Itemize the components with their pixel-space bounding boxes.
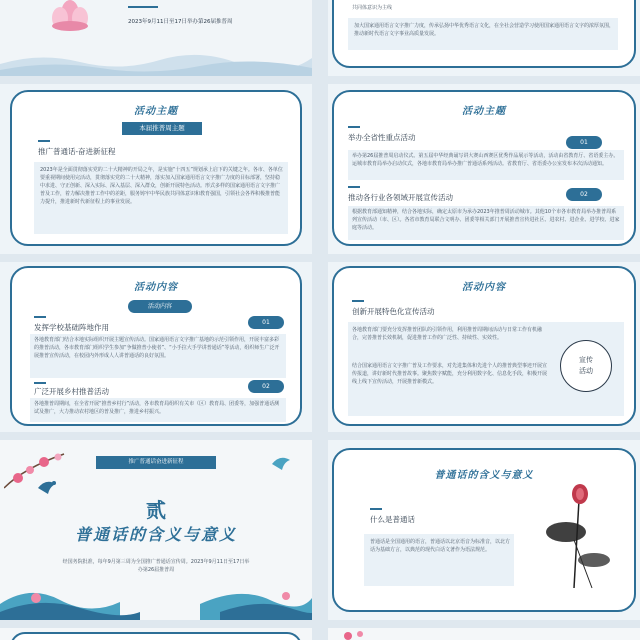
content-banner: 活动内容 <box>128 300 192 313</box>
wave-decoration <box>0 46 312 76</box>
item1-body: 各地教育部门结合本地实际组织开展主题宣传活动。国家通用语言文字推广基地的示范引领作用，开展丰富多彩的推普活动，各市教育部门组织学生参加“争做推普小使者”、“小手拉大手学讲普通话”等活动，组织师生广泛开展推普宣传活动，在校园内外形成人人讲普通话的良好氛围。 <box>34 337 280 359</box>
slide-cover-partial[interactable] <box>0 0 312 76</box>
item2-body: 根据教育部通知精神，结合各地实际，确定太原市为承办2023年推普周活动城市。其他10个市各市教育局举办推普周系列宣传活动（市、区）。各省市教育局联合文明办、团委等相关部门开展推普宣传进社区、进农村、进企业、进学校、进家庭等活动。 <box>352 209 620 231</box>
item2-number-badge: 02 <box>248 380 284 393</box>
slide-bottom-right-partial[interactable] <box>328 628 640 640</box>
item2-heading: 广泛开展乡村推普活动 <box>34 387 109 396</box>
content-card <box>10 90 302 246</box>
date-text: 2023年9月11日至17日举办第26届推普周 <box>128 19 233 25</box>
section-tag: 推广普通话奋进新征程 <box>96 456 216 469</box>
section-sub-1: 经国务院批准，每年9月第三周为全国推广普通话宣传周。2023年9月11日至17日举 <box>62 559 250 565</box>
theme-banner: 本届推普周主题 <box>122 122 202 135</box>
accent-line <box>370 508 382 510</box>
item2-heading: 推动各行业各领域开展宣传活动 <box>348 193 453 202</box>
slide-theme-left[interactable] <box>0 84 312 254</box>
slide-content-right[interactable] <box>328 262 640 432</box>
content-card <box>10 632 302 640</box>
accent-line <box>34 382 46 384</box>
slide-section-cover[interactable] <box>0 440 312 620</box>
content-card <box>332 90 636 246</box>
content-card <box>10 266 302 426</box>
bird-icon <box>268 450 298 474</box>
item2-body: 各地推普周期间，在全省开展“推普乡村行”活动，各市教育局组织有关市（区）教育局、团委等，加强普通话测试及推广，大力推动农村地区的普及推广，推进乡村振兴。 <box>34 401 280 415</box>
accent-line <box>128 6 158 8</box>
section-number: 贰 <box>146 498 166 522</box>
seal-text-2: 活动 <box>579 367 593 375</box>
slide-bottom-left-partial[interactable] <box>0 628 312 640</box>
accent-line <box>38 140 50 142</box>
seal-text-1: 宣传 <box>579 356 593 364</box>
content-subhead: 创新开展特色化宣传活动 <box>352 307 435 316</box>
theme-body: 2023年是全面贯彻落实党的二十大精神的开局之年，是实施“十四五”规划承上启下的关键之年。各市、各单位要重视期间使用完活动，贯彻落实党的二十大精神，落实加入国家通用语言文字推广力度的目标部署，坚持稳中求进、守正创新、深入实际、深入基层、深入群众，创新开展特色活动。形式多样的国家通用语言文字推广普及工作，着力解决推普工作中的差距，服务铸牢中华民族共同体意识和教育强国，引领社会各界积极推普能力提升，推进新时代新征程上的事业发展。 <box>40 167 283 205</box>
item1-number-badge: 01 <box>566 136 602 149</box>
slide-theme-right[interactable] <box>328 84 640 254</box>
item1-heading: 举办全省性重点活动 <box>348 133 416 142</box>
intro-line: 共同体意识为主线 <box>352 5 393 11</box>
content-para-2: 结合国家通用语言文字推广普及工作要求，对先进集体和先进个人的推普典型事迹开展宣传报道，讲好新时代推普故事。聚焦数字赋能，充分利用数字化、信息化手段，积极开展线上线下宣传活动，开展推普新模式。 <box>352 363 548 385</box>
slide-title: 活动内容 <box>462 282 506 293</box>
slide-title: 活动主题 <box>462 106 506 117</box>
meaning-body: 普通话是全国通用的语言，普通话以北京语音为标准音，以北方话为基础方言，以典范的现代白话文著作为语法规范。 <box>370 539 511 553</box>
slide-title: 活动主题 <box>134 106 178 117</box>
accent-line <box>348 126 360 128</box>
content-card <box>332 266 636 426</box>
section-title: 普通话的含义与意义 <box>74 525 237 544</box>
ink-lotus-icon <box>544 480 614 590</box>
accent-line <box>348 186 360 188</box>
item1-body: 举办第26届推普周启动仪式。第五届中华经典诵写讲大赛山西赛区优秀作品展示等活动，活动由省教育厅、省语委主办。运城市教育局举办启动仪式，各地市教育局举办推广普通话系列活动。省教育厅、省语委办公室发布本次活动通知。 <box>352 153 619 167</box>
slide-meaning[interactable] <box>328 440 640 620</box>
slide-title: 普通话的含义与意义 <box>434 470 534 481</box>
item1-number-badge: 01 <box>248 316 284 329</box>
flower-branch-icon <box>338 628 398 640</box>
section-sub-2: 办第26届推普周 <box>137 567 175 573</box>
content-card <box>332 448 636 612</box>
seal-stamp <box>560 340 612 392</box>
slide-title: 活动内容 <box>134 282 178 293</box>
item1-heading: 发挥学校基础阵地作用 <box>34 323 109 332</box>
content-card <box>332 0 636 68</box>
accent-line <box>352 300 364 302</box>
item2-number-badge: 02 <box>566 188 602 201</box>
theme-subhead: 推广普通话-奋进新征程 <box>38 147 116 156</box>
meaning-subhead: 什么是普通话 <box>370 515 415 524</box>
intro-paragraph: 加大国家通用语言文字推广力度，传承弘扬中华优秀语言文化，在全社会营造学习使用国家通用语言文字的浓厚氛围，推动新时代语言文字事业高质量发展。 <box>354 23 615 37</box>
lotus-flower-icon <box>40 0 100 34</box>
slide-intro-partial[interactable] <box>328 0 640 76</box>
content-para-1: 各地教育部门要充分发挥推普团队的引领作用，利用推普周期间活动与日常工作有机融合，完善推普长效机制，促进推普工作的广泛性、持续性、实效性。 <box>352 327 543 341</box>
slide-content-left[interactable] <box>0 262 312 432</box>
accent-line <box>34 316 46 318</box>
wave-decoration <box>0 574 312 620</box>
